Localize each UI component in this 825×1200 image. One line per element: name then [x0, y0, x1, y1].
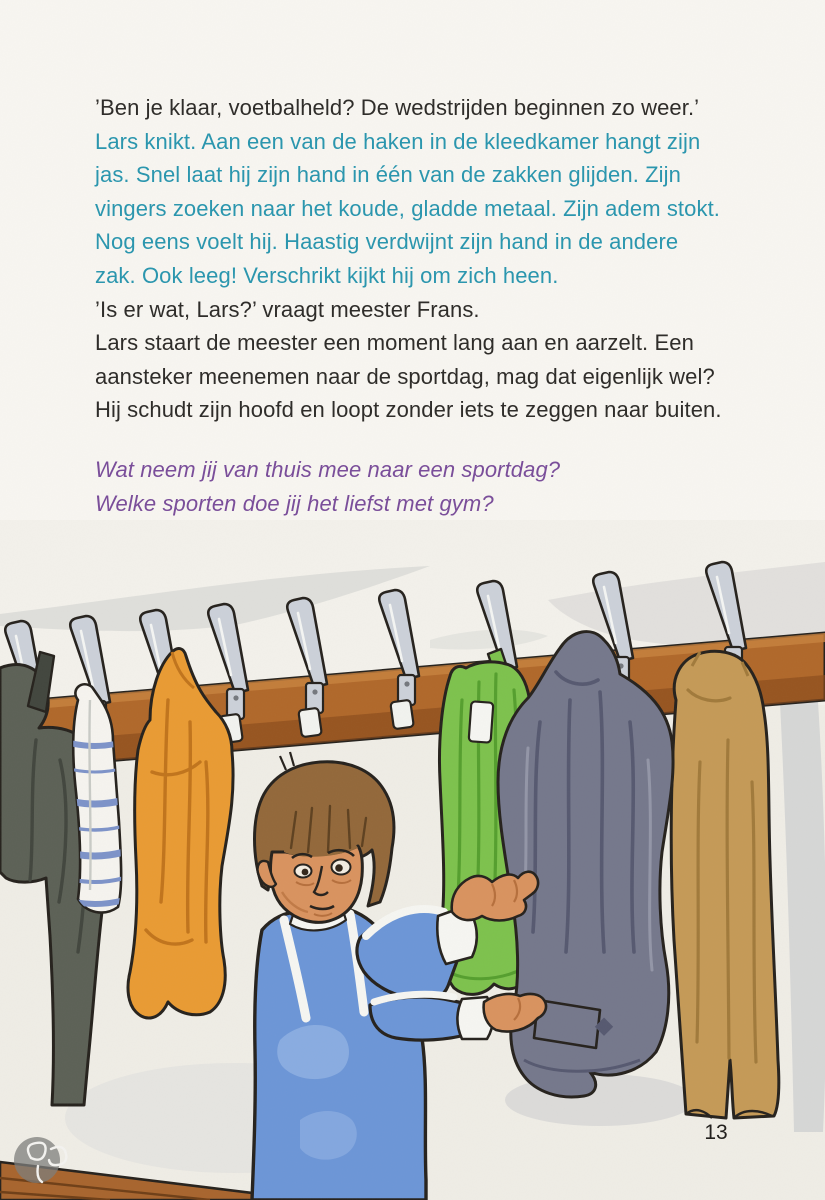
- story-line: vingers zoeken naar het koude, gladde metaal. Zijn adem stokt.: [95, 195, 721, 221]
- story-line: zak. Ook leeg! Verschrikt kijkt hij om zich heen.: [95, 262, 559, 288]
- story-line: ’Ben je klaar, voetbalheld? De wedstrijden beginnen zo weer.’: [95, 95, 700, 120]
- story-paragraph: [95, 91, 760, 427]
- question-line: Wat neem jij van thuis mee naar een sportdag?: [95, 456, 561, 482]
- page-number: 13: [704, 1121, 728, 1144]
- story-line: Lars staart de meester een moment lang aan en aarzelt. Een: [95, 330, 694, 356]
- story-line: aansteker meenemen naar de sportdag, mag dat eigenlijk wel?: [95, 363, 715, 389]
- story-text-block: [95, 91, 760, 520]
- discussion-questions: [95, 453, 760, 520]
- story-line: ’Is er wat, Lars?’ vraagt meester Frans.: [95, 296, 480, 322]
- story-line: Lars knikt. Aan een van de haken in de kleedkamer hangt zijn: [95, 128, 701, 154]
- story-line: Nog eens voelt hij. Haastig verdwijnt zijn hand in de andere: [95, 229, 679, 255]
- story-line: Hij schudt zijn hoofd en loopt zonder iets te zeggen naar buiten.: [95, 397, 722, 423]
- story-line: jas. Snel laat hij zijn hand in één van de zakken glijden. Zijn: [95, 162, 681, 188]
- question-line: Welke sporten doe jij het liefst met gym?: [95, 490, 494, 516]
